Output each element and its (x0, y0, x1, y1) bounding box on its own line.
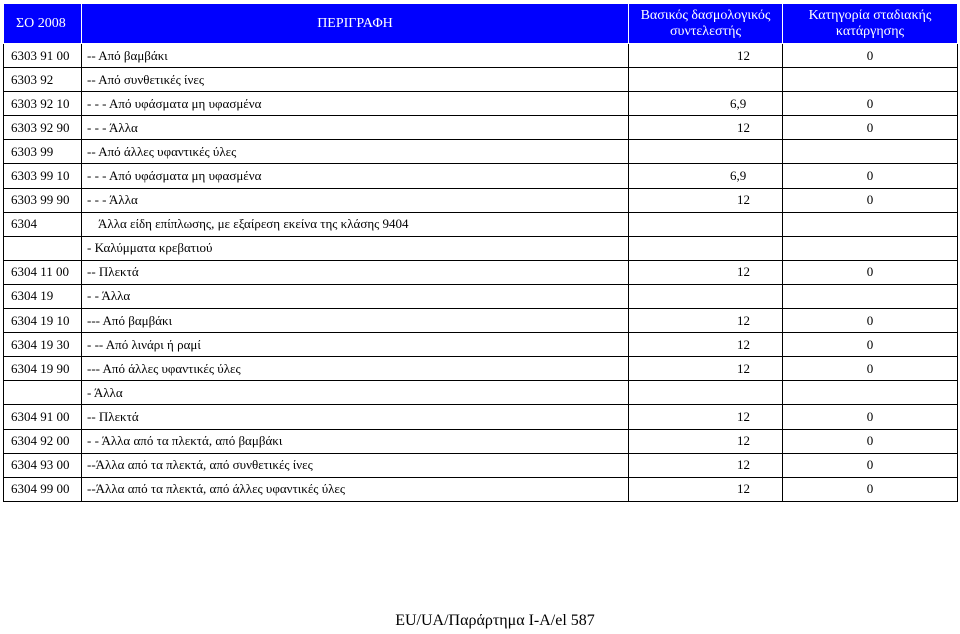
cn-code-cell: 6303 99 10 (4, 164, 82, 188)
description-cell: - Άλλα (82, 381, 629, 405)
staging-category-cell (783, 212, 958, 236)
staging-category-cell (783, 236, 958, 260)
table-row (4, 212, 958, 236)
table-row (4, 116, 958, 140)
base-rate-cell (629, 68, 783, 92)
table-row (4, 333, 958, 357)
table-row (4, 44, 958, 68)
header-code: ΣΟ 2008 (4, 4, 82, 44)
cn-code-cell (4, 236, 82, 260)
table-row (4, 188, 958, 212)
table-row (4, 164, 958, 188)
cn-code-cell: 6304 93 00 (4, 453, 82, 477)
cn-code-cell: 6304 (4, 212, 82, 236)
base-rate-cell: 12 (629, 333, 783, 357)
cn-code-cell: 6303 92 90 (4, 116, 82, 140)
staging-category-cell: 0 (783, 429, 958, 453)
description-cell: - - - Από υφάσματα μη υφασμένα (82, 164, 629, 188)
table-row (4, 429, 958, 453)
staging-category-cell: 0 (783, 357, 958, 381)
description-cell: -- Πλεκτά (82, 405, 629, 429)
description-cell: - - - Άλλα (82, 116, 629, 140)
staging-category-cell: 0 (783, 477, 958, 501)
table-row (4, 68, 958, 92)
cn-code-cell: 6303 91 00 (4, 44, 82, 68)
base-rate-cell (629, 212, 783, 236)
staging-category-cell (783, 381, 958, 405)
staging-category-cell: 0 (783, 405, 958, 429)
staging-category-cell: 0 (783, 260, 958, 284)
table-row (4, 260, 958, 284)
table-row (4, 92, 958, 116)
table-row (4, 405, 958, 429)
cn-code-cell: 6304 19 90 (4, 357, 82, 381)
staging-category-cell (783, 68, 958, 92)
description-cell: - - - Από υφάσματα μη υφασμένα (82, 92, 629, 116)
table-body (4, 44, 958, 502)
base-rate-cell: 12 (629, 188, 783, 212)
table-row (4, 284, 958, 308)
cn-code-cell: 6304 19 30 (4, 333, 82, 357)
cn-code-cell: 6304 91 00 (4, 405, 82, 429)
table-row (4, 381, 958, 405)
description-cell: --- Από βαμβάκι (82, 309, 629, 333)
cn-code-cell: 6304 92 00 (4, 429, 82, 453)
base-rate-cell (629, 381, 783, 405)
cn-code-cell: 6304 19 (4, 284, 82, 308)
staging-category-cell: 0 (783, 188, 958, 212)
staging-category-cell: 0 (783, 309, 958, 333)
cn-code-cell: 6304 11 00 (4, 260, 82, 284)
description-cell: - - Άλλα (82, 284, 629, 308)
base-rate-cell: 12 (629, 116, 783, 140)
table-row (4, 236, 958, 260)
description-cell: - Καλύμματα κρεβατιού (82, 236, 629, 260)
staging-category-cell: 0 (783, 116, 958, 140)
base-rate-cell: 6,9 (629, 164, 783, 188)
base-rate-cell (629, 236, 783, 260)
header-description: ΠΕΡΙΓΡΑΦΗ (82, 4, 629, 44)
staging-category-cell: 0 (783, 44, 958, 68)
table-header-row (4, 4, 958, 44)
base-rate-cell: 12 (629, 44, 783, 68)
table-row (4, 477, 958, 501)
description-cell: - - Άλλα από τα πλεκτά, από βαμβάκι (82, 429, 629, 453)
description-cell: - - - Άλλα (82, 188, 629, 212)
base-rate-cell: 12 (629, 453, 783, 477)
description-cell: - -- Από λινάρι ή ραμί (82, 333, 629, 357)
description-cell: --- Από άλλες υφαντικές ύλες (82, 357, 629, 381)
cn-code-cell: 6303 99 90 (4, 188, 82, 212)
base-rate-cell: 12 (629, 429, 783, 453)
cn-code-cell: 6303 92 10 (4, 92, 82, 116)
staging-category-cell: 0 (783, 453, 958, 477)
description-cell: --Άλλα από τα πλεκτά, από άλλες υφαντικές ύλες (82, 477, 629, 501)
staging-category-cell (783, 284, 958, 308)
tariff-table (3, 3, 958, 502)
header-staging-category: Κατηγορία σταδιακής κατάργησης (783, 4, 958, 44)
base-rate-cell: 12 (629, 309, 783, 333)
table-row (4, 453, 958, 477)
base-rate-cell (629, 284, 783, 308)
table-row (4, 357, 958, 381)
description-cell: -- Πλεκτά (82, 260, 629, 284)
base-rate-cell: 12 (629, 260, 783, 284)
cn-code-cell: 6304 99 00 (4, 477, 82, 501)
description-cell: Άλλα είδη επίπλωσης, με εξαίρεση εκείνα της κλάσης 9404 (82, 212, 629, 236)
base-rate-cell: 12 (629, 405, 783, 429)
staging-category-cell (783, 140, 958, 164)
staging-category-cell: 0 (783, 333, 958, 357)
page-footer-reference: EU/UA/Παράρτημα I-A/el 587 (395, 612, 595, 629)
base-rate-cell: 6,9 (629, 92, 783, 116)
table-row (4, 140, 958, 164)
staging-category-cell: 0 (783, 92, 958, 116)
description-cell: -- Από συνθετικές ίνες (82, 68, 629, 92)
base-rate-cell: 12 (629, 357, 783, 381)
cn-code-cell (4, 381, 82, 405)
cn-code-cell: 6304 19 10 (4, 309, 82, 333)
table-row (4, 309, 958, 333)
description-cell: -- Από βαμβάκι (82, 44, 629, 68)
description-cell: -- Από άλλες υφαντικές ύλες (82, 140, 629, 164)
cn-code-cell: 6303 92 (4, 68, 82, 92)
staging-category-cell: 0 (783, 164, 958, 188)
cn-code-cell: 6303 99 (4, 140, 82, 164)
base-rate-cell: 12 (629, 477, 783, 501)
description-cell: --Άλλα από τα πλεκτά, από συνθετικές ίνες (82, 453, 629, 477)
header-base-rate: Βασικός δασμολογικός συντελεστής (629, 4, 783, 44)
base-rate-cell (629, 140, 783, 164)
